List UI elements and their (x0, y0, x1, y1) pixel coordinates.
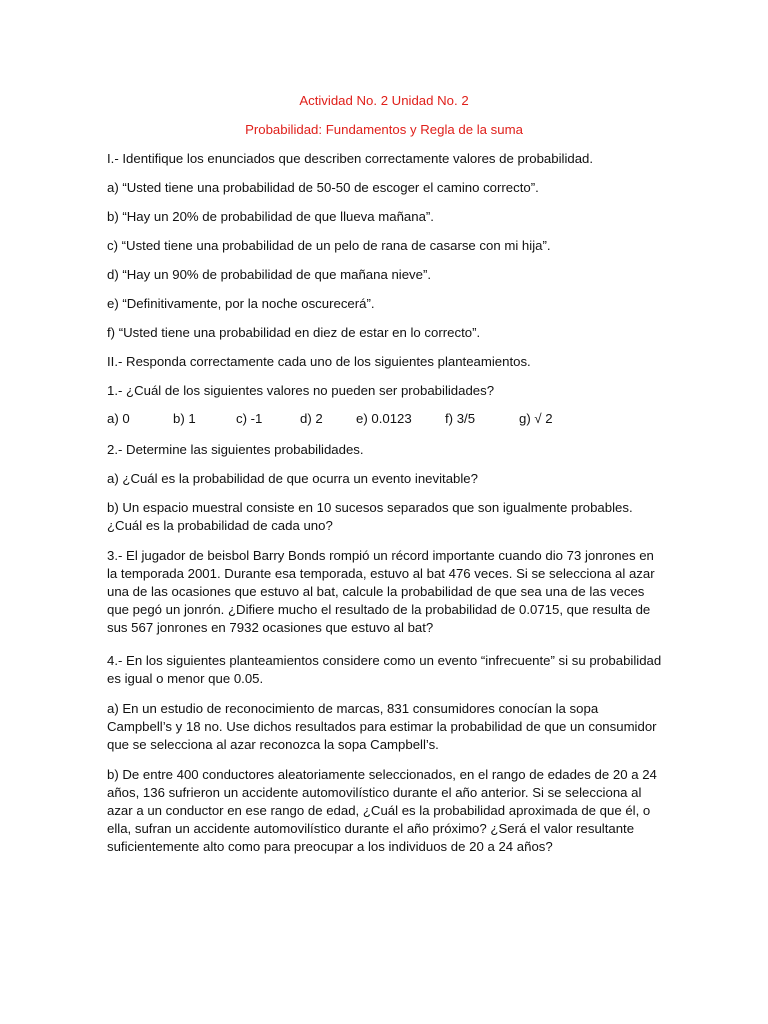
option-a: a) 0 (107, 411, 130, 426)
question-2a: a) ¿Cuál es la probabilidad de que ocurra un evento inevitable? (107, 471, 478, 486)
question-4b: b) De entre 400 conductores aleatoriamente seleccionados, en el rango de edades de 20 a 24 años, 136 sufrieron un accidente automovilístico durante el año anterior. Si se selecciona al azar a un conductor en ese rango de edad, ¿Cuál es la probabilidad aproximada de que él, o ella, sufran un accidente automovilístico durante el año próximo? ¿Será el valor resultante suficientemente alto como para preocupar a los individuos de 20 a 24 años? (107, 767, 657, 854)
option-e: e) 0.0123 (356, 411, 412, 426)
option-c: c) -1 (236, 411, 263, 426)
section1-item-c: c) “Usted tiene una probabilidad de un pelo de rana de casarse con mi hija”. (107, 238, 551, 253)
question-2b: b) Un espacio muestral consiste en 10 sucesos separados que son igualmente probables. ¿Cuál es la probabilidad de cada uno? (107, 500, 633, 533)
section1-item-a: a) “Usted tiene una probabilidad de 50-50 de escoger el camino correcto”. (107, 180, 539, 195)
section1-item-e: e) “Definitivamente, por la noche oscurecerá”. (107, 296, 375, 311)
document-subtitle: Probabilidad: Fundamentos y Regla de la suma (245, 122, 523, 137)
option-f: f) 3/5 (445, 411, 476, 426)
question-4a: a) En un estudio de reconocimiento de marcas, 831 consumidores conocían la sopa Campbell’s y 18 no. Use dichos resultados para estimar la probabilidad de que un consumidor que se selecciona al azar reconozca la sopa Campbell’s. (107, 701, 657, 752)
question-3: 3.- El jugador de beisbol Barry Bonds rompió un récord importante cuando dio 73 jonrones en la temporada 2001. Durante esa temporada, estuvo al bat 476 veces. Si se selecciona al azar una de las ocasiones que estuvo al bat, calcule la probabilidad de que sea una de las veces que pegó un jonrón. ¿Difiere mucho el resultado de la probabilidad de 0.0715, que resulta de sus 567 jonrones en 7932 ocasiones que estuvo al bat? (107, 548, 655, 635)
option-b: b) 1 (173, 411, 196, 426)
question-2: 2.- Determine las siguientes probabilidades. (107, 442, 364, 457)
option-g: g) √ 2 (519, 411, 553, 426)
section1-heading: I.- Identifique los enunciados que describen correctamente valores de probabilidad. (107, 151, 594, 166)
section2-heading: II.- Responda correctamente cada uno de los siguientes planteamientos. (107, 354, 531, 369)
document-title: Actividad No. 2 Unidad No. 2 (299, 93, 469, 108)
section1-item-f: f) “Usted tiene una probabilidad en diez de estar en lo correcto”. (107, 325, 481, 340)
section1-item-d: d) “Hay un 90% de probabilidad de que mañana nieve”. (107, 267, 432, 282)
question-1-options (107, 411, 667, 431)
question-4: 4.- En los siguientes planteamientos considere como un evento “infrecuente” si su probabilidad es igual o menor que 0.05. (107, 653, 662, 686)
question-1: 1.- ¿Cuál de los siguientes valores no pueden ser probabilidades? (107, 383, 495, 398)
section1-item-b: b) “Hay un 20% de probabilidad de que llueva mañana”. (107, 209, 434, 224)
option-d: d) 2 (300, 411, 323, 426)
